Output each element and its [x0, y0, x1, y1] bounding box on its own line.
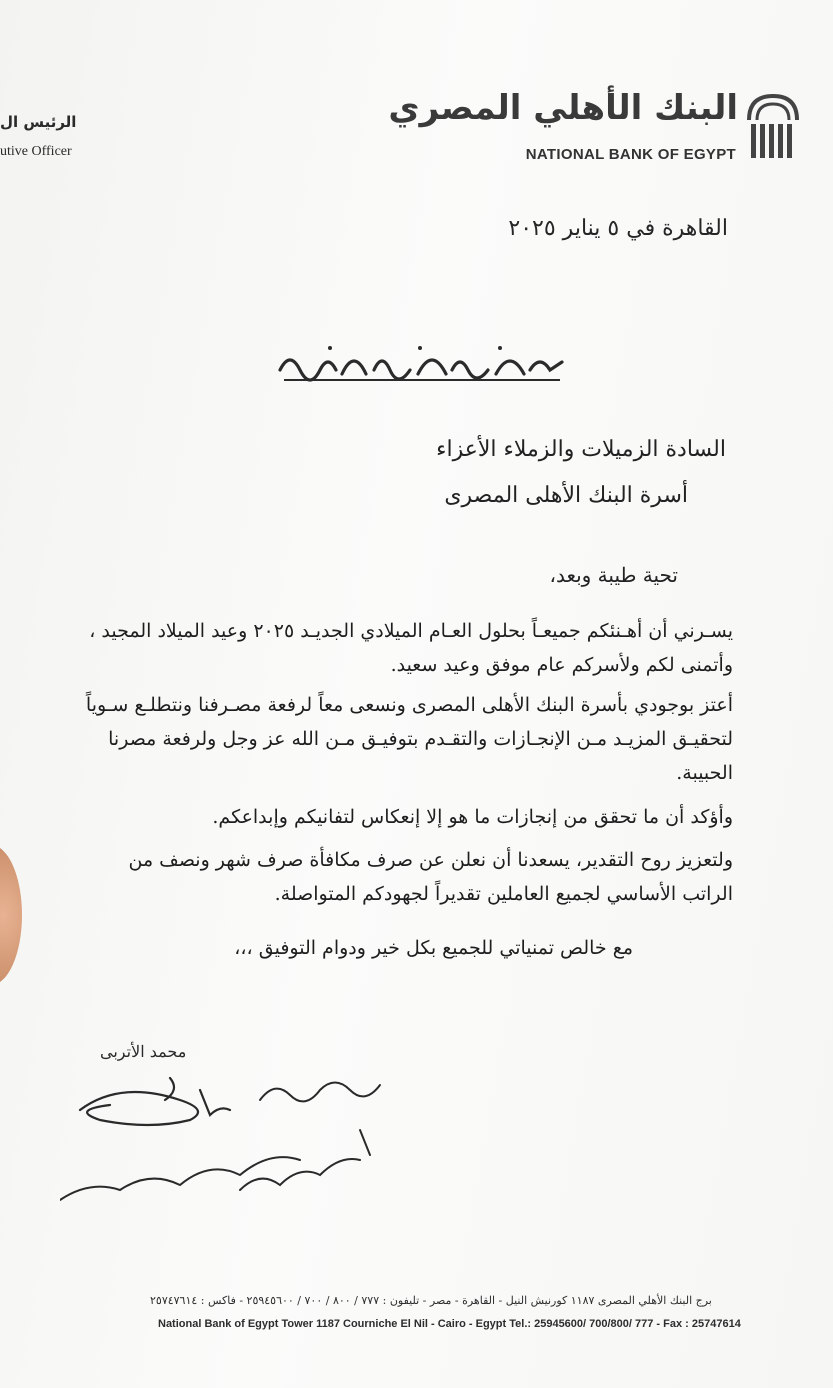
paragraph-bonus: ولتعزيز روح التقدير، يسعدنا أن نعلن عن صرف مكافأة صرف شهر ونصف من الراتب الأساسي لجميع العاملين تقديراً لجهودكم المتواصلة.: [128, 849, 733, 905]
basmala-calligraphy: [270, 340, 570, 388]
bank-logo-english: NATIONAL BANK OF EGYPT: [525, 146, 736, 163]
paragraph-achievements: وأؤكد أن ما تحقق من إنجازات ما هو إلا إنعكاس لتفانيكم وإبداعكم.: [212, 806, 733, 828]
footer-address-english: National Bank of Egypt Tower 1187 Courniche El Nil - Cairo - Egypt Tel.: 25945600/ 700/800/ 777 - Fax : 25747614: [158, 1318, 741, 1330]
greeting: تحية طيبة وبعد،: [549, 563, 678, 587]
closing-line: مع خالص تمنياتي للجميع بكل خير ودوام التوفيق ،،،: [234, 937, 633, 959]
salutation-line-2: أسرة البنك الأهلى المصرى: [444, 483, 688, 508]
header-left-title-ar: الرئيس ال: [0, 113, 77, 131]
thumb-edge: [0, 845, 22, 985]
signatory-name: محمد الأتربى: [100, 1042, 187, 1061]
header-left-title-en: utive Officer: [0, 144, 72, 159]
footer-address-arabic: برج البنك الأهلي المصرى ١١٨٧ كورنيش النيل - القاهرة - مصر - تليفون : ٧٧٧ / ٨٠٠ / ٧٠٠ / ٢٥٩٤٥٦٠٠ - فاكس : ٢٥٧٤٧٦١٤: [150, 1294, 712, 1307]
paragraph-pride: أعتز بوجودي بأسرة البنك الأهلى المصرى ونسعى معاً لرفعة مصـرفنا ونتطلـع سـوياً لتحقيـق المزيـد مـن الإنجـازات والتقـدم بتوفيـق مـن الله عز وجل ولرفعة مصرنا الحبيبة.: [85, 694, 733, 784]
handwritten-signature: [60, 1060, 420, 1220]
paragraph-new-year-wishes: يسـرني أن أهـنئكم جميعـاً بحلول العـام الميلادي الجديـد ٢٠٢٥ وعيد الميلاد المجيد ، وأتمنى لكم ولأسركم عام موفق وعيد سعيد.: [89, 620, 733, 676]
bank-logo-arabic: البنك الأهلي المصري: [388, 88, 738, 128]
bank-emblem-icon: [745, 92, 801, 162]
salutation-line-1: السادة الزميلات والزملاء الأعزاء: [436, 437, 726, 462]
letter-date: القاهرة في ٥ يناير ٢٠٢٥: [508, 216, 728, 241]
